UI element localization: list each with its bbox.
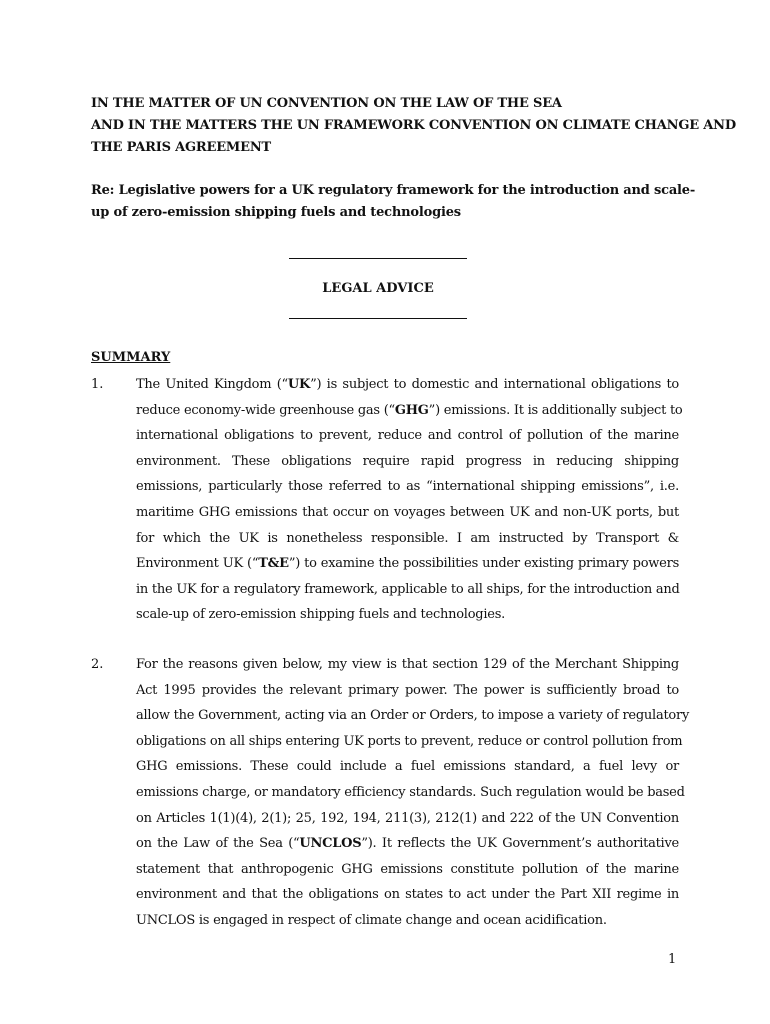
paragraph-1 (136, 372, 683, 628)
paragraph-line (136, 882, 679, 908)
defined-term: GHG (394, 402, 429, 418)
line-text: GHG emissions. These could include a fuel emissions standard, a fuel levy or (136, 759, 679, 775)
line-text: The United Kingdom (“ (136, 377, 288, 392)
paragraph-line (136, 526, 679, 552)
paragraph-line (136, 577, 679, 603)
paragraph-line (136, 806, 679, 832)
defined-term: UNCLOS (299, 836, 362, 852)
line-text: maritime GHG emissions that occur on voyages between UK and non-UK ports, but (136, 504, 679, 520)
line-text: environment. These obligations require rapid progress in reducing shipping (136, 453, 679, 469)
paragraph-line (136, 678, 679, 704)
re-line-1: Re: Legislative powers for a UK regulatory framework for the introduction and scale- (91, 183, 696, 198)
paragraph-line (136, 754, 679, 780)
title-rule-top (289, 258, 467, 259)
matter-heading-line-1: IN THE MATTER OF UN CONVENTION ON THE LAW OF THE SEA (91, 96, 562, 111)
paragraph-line (136, 423, 679, 449)
paragraph-line (136, 474, 679, 500)
line-text: ”). It reflects the UK Government’s authoritative (361, 836, 679, 852)
paragraph-line (136, 602, 679, 628)
line-text: emissions charge, or mandatory efficiency standards. Such regulation would be based (136, 784, 685, 800)
line-text: Environment UK (“ (136, 556, 259, 572)
line-text: scale-up of zero-emission shipping fuels and technologies. (136, 607, 506, 623)
title-rule-bottom (289, 318, 467, 319)
matter-heading-line-2: AND IN THE MATTERS THE UN FRAMEWORK CONVENTION ON CLIMATE CHANGE AND (91, 118, 736, 133)
document-type-title: LEGAL ADVICE (322, 281, 434, 296)
line-text: ”) is subject to domestic and international obligations to (310, 377, 679, 392)
line-text: in the UK for a regulatory framework, applicable to all ships, for the introduction and (136, 581, 680, 597)
paragraph-line (136, 908, 679, 934)
line-text: emissions, particularly those referred to as “international shipping emissions”, i.e. (136, 479, 679, 495)
line-text: reduce economy-wide greenhouse gas (“ (136, 402, 395, 418)
line-text: statement that anthropogenic GHG emissions constitute pollution of the marine (136, 861, 679, 877)
line-text: allow the Government, acting via an Order or Orders, to impose a variety of regulatory (136, 708, 690, 724)
re-line (91, 180, 696, 224)
line-text: Act 1995 provides the relevant primary power. The power is sufficiently broad to (136, 682, 679, 698)
paragraph-line (136, 831, 679, 857)
line-text: obligations on all ships entering UK ports to prevent, reduce or control pollution from (136, 733, 683, 749)
paragraph-line (136, 551, 679, 577)
matter-heading (91, 93, 736, 159)
page-number: 1 (668, 952, 677, 967)
paragraph-line (136, 398, 683, 424)
paragraph-line (136, 703, 690, 729)
line-text: ”) to examine the possibilities under existing primary powers (288, 556, 679, 572)
line-text: on Articles 1(1)(4), 2(1); 25, 192, 194, 211(3), 212(1) and 222 of the UN Convention (136, 810, 679, 826)
paragraph-number: 2. (91, 657, 104, 672)
summary-heading: SUMMARY (91, 350, 171, 365)
line-text: on the Law of the Sea (“ (136, 836, 300, 852)
paragraph-line (136, 372, 679, 398)
line-text: UNCLOS is engaged in respect of climate change and ocean acidification. (136, 912, 607, 928)
defined-term: UK (287, 377, 311, 392)
line-text: ”) emissions. It is additionally subject to (428, 402, 683, 418)
line-text: For the reasons given below, my view is that section 129 of the Merchant Shipping (136, 657, 679, 672)
matter-heading-line-3: THE PARIS AGREEMENT (91, 140, 271, 155)
re-line-2: up of zero-emission shipping fuels and technologies (91, 205, 461, 220)
paragraph-line (136, 449, 679, 475)
paragraph-line (136, 857, 679, 883)
line-text: international obligations to prevent, reduce and control of pollution of the marine (136, 428, 679, 444)
line-text: for which the UK is nonetheless responsible. I am instructed by Transport & (136, 530, 679, 546)
paragraph-line (136, 780, 685, 806)
line-text: environment and that the obligations on states to act under the Part XII regime in (136, 887, 679, 903)
paragraph-number: 1. (91, 377, 104, 392)
paragraph-line (136, 729, 683, 755)
paragraph-line (136, 652, 679, 678)
paragraph-line (136, 500, 679, 526)
defined-term: T&E (258, 556, 289, 572)
paragraph-2 (136, 652, 690, 934)
